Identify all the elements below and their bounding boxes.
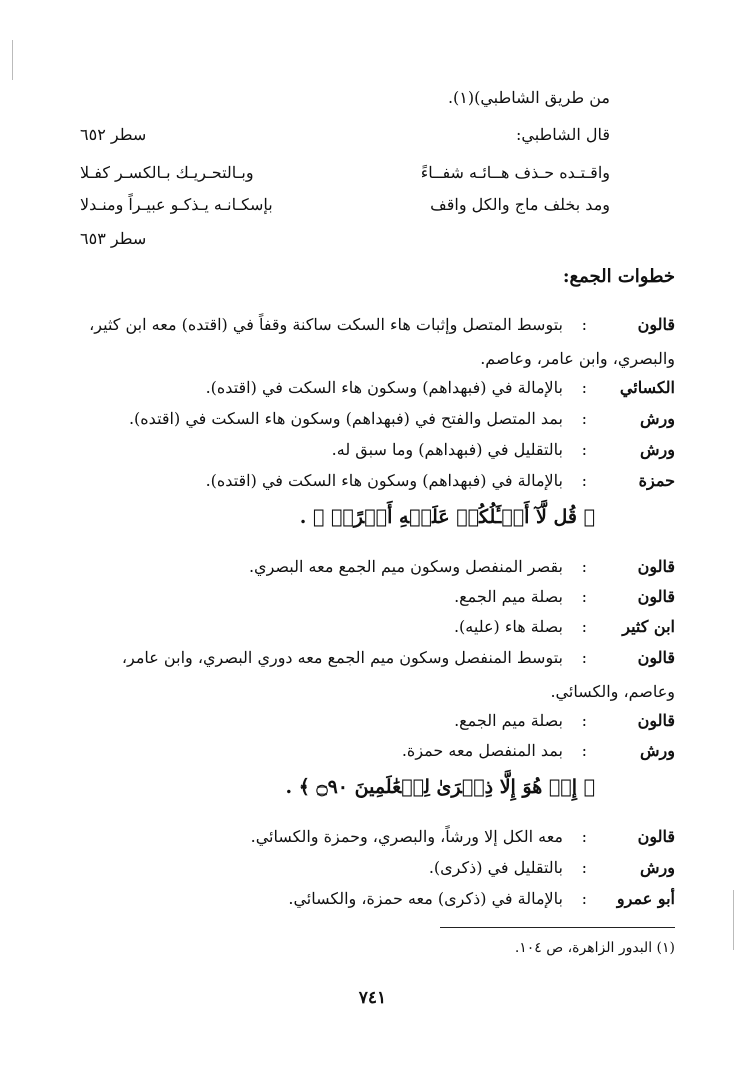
reading-entry	[65, 464, 675, 498]
reader-name: ورش	[640, 741, 675, 760]
reading-continuation: وعاصم، والكسائي.	[550, 682, 675, 701]
reader-name: ورش	[640, 409, 675, 428]
reader-name: أبو عمرو	[616, 889, 675, 908]
reading-description: بالإمالة في (فبهداهم) وسكون هاء السكت في (اقتده).	[205, 378, 563, 397]
reading-description: بالتقليل في (فبهداهم) وما سبق له.	[331, 440, 563, 459]
separator-colon: :	[581, 409, 587, 428]
reading-description: بصلة هاء (عليه).	[453, 617, 563, 636]
reading-description: بصلة ميم الجمع.	[454, 587, 563, 606]
separator-colon: :	[581, 827, 587, 846]
scan-mark	[12, 40, 13, 80]
shatibi-label: قال الشاطبي:	[516, 125, 610, 144]
separator-colon: :	[581, 440, 587, 459]
reader-name: قالون	[637, 711, 675, 730]
reader-name: ورش	[640, 858, 675, 877]
line-reference: سطر ٦٥٣	[80, 229, 147, 248]
reading-description: بتوسط المتصل وإثبات هاء السكت ساكنة وقفاً في (اقتده) معه ابن كثير،	[89, 315, 563, 334]
poem-hemistich: ومد بخلف ماج والكل واقف	[430, 195, 610, 214]
reader-name: قالون	[637, 315, 675, 334]
reading-description: بالتقليل في (ذكرى).	[428, 858, 563, 877]
page-number: ٧٤١	[358, 988, 387, 1008]
reading-continuation: والبصري، وابن عامر، وعاصم.	[480, 349, 675, 368]
reader-name: حمزة	[638, 471, 675, 490]
reading-description: بالإمالة في (ذكرى) معه حمزة، والكسائي.	[288, 889, 563, 908]
separator-colon: :	[581, 711, 587, 730]
reading-description: بتوسط المنفصل وسكون ميم الجمع معه دوري البصري، وابن عامر،	[121, 648, 563, 667]
reading-entry	[65, 641, 675, 709]
reader-name: قالون	[637, 557, 675, 576]
separator-colon: :	[581, 741, 587, 760]
footnote-divider	[440, 927, 675, 928]
reading-entry	[65, 402, 675, 436]
reading-description: بالإمالة في (فبهداهم) وسكون هاء السكت في (اقتده).	[205, 471, 563, 490]
separator-colon: :	[581, 557, 587, 576]
quran-verse: ﴿ إِنۡ هُوَ إِلَّا ذِكۡرَىٰ لِلۡعَٰلَمِينَ ۝٩٠ ﴾ .	[285, 776, 595, 798]
separator-colon: :	[581, 648, 587, 667]
reader-name: قالون	[637, 648, 675, 667]
separator-colon: :	[581, 858, 587, 877]
line-reference: سطر ٦٥٢	[80, 125, 147, 144]
reading-entry	[65, 882, 675, 916]
reading-entry	[65, 820, 675, 854]
reading-entry	[65, 308, 675, 376]
poem-hemistich: بإسكـانـه يـذكـو عبيـراً ومنـدلا	[80, 195, 273, 214]
reader-name: ابن كثير	[622, 617, 675, 636]
reading-entry	[65, 610, 675, 644]
separator-colon: :	[581, 378, 587, 397]
reader-name: ورش	[640, 440, 675, 459]
section-title: خطوات الجمع:	[562, 266, 675, 287]
reader-name: قالون	[637, 827, 675, 846]
separator-colon: :	[581, 471, 587, 490]
separator-colon: :	[581, 617, 587, 636]
reading-entry	[65, 433, 675, 467]
reader-name: قالون	[637, 587, 675, 606]
reading-entry	[65, 550, 675, 584]
separator-colon: :	[581, 889, 587, 908]
scan-mark	[733, 890, 734, 950]
reader-name: الكسائي	[619, 378, 675, 397]
reading-entry	[65, 851, 675, 885]
reading-entry	[65, 371, 675, 405]
separator-colon: :	[581, 587, 587, 606]
reading-description: بمد المتصل والفتح في (فبهداهم) وسكون هاء السكت في (اقتده).	[128, 409, 563, 428]
reading-description: بصلة ميم الجمع.	[454, 711, 563, 730]
reading-entry	[65, 704, 675, 738]
intro-line: من طريق الشاطبي)(١).	[447, 88, 610, 107]
reading-description: بمد المنفصل معه حمزة.	[401, 741, 563, 760]
reading-description: معه الكل إلا ورشاً، والبصري، وحمزة والكسائي.	[250, 827, 563, 846]
poem-hemistich: وبـالتحـريـك بـالكسـر كفـلا	[80, 163, 254, 182]
footnote: (١) البدور الزاهرة، ص ١٠٤.	[514, 940, 675, 956]
reading-description: بقصر المنفصل وسكون ميم الجمع معه البصري.	[248, 557, 563, 576]
reading-entry	[65, 580, 675, 614]
poem-hemistich: واقـتـده حـذف هــائـه شفــاءً	[420, 163, 610, 182]
reading-entry	[65, 734, 675, 768]
separator-colon: :	[581, 315, 587, 334]
quran-verse: ﴿ قُل لَّآ أَسۡـَٔلُكُمۡ عَلَيۡهِ أَجۡرًاۖ ﴾ .	[299, 506, 595, 528]
